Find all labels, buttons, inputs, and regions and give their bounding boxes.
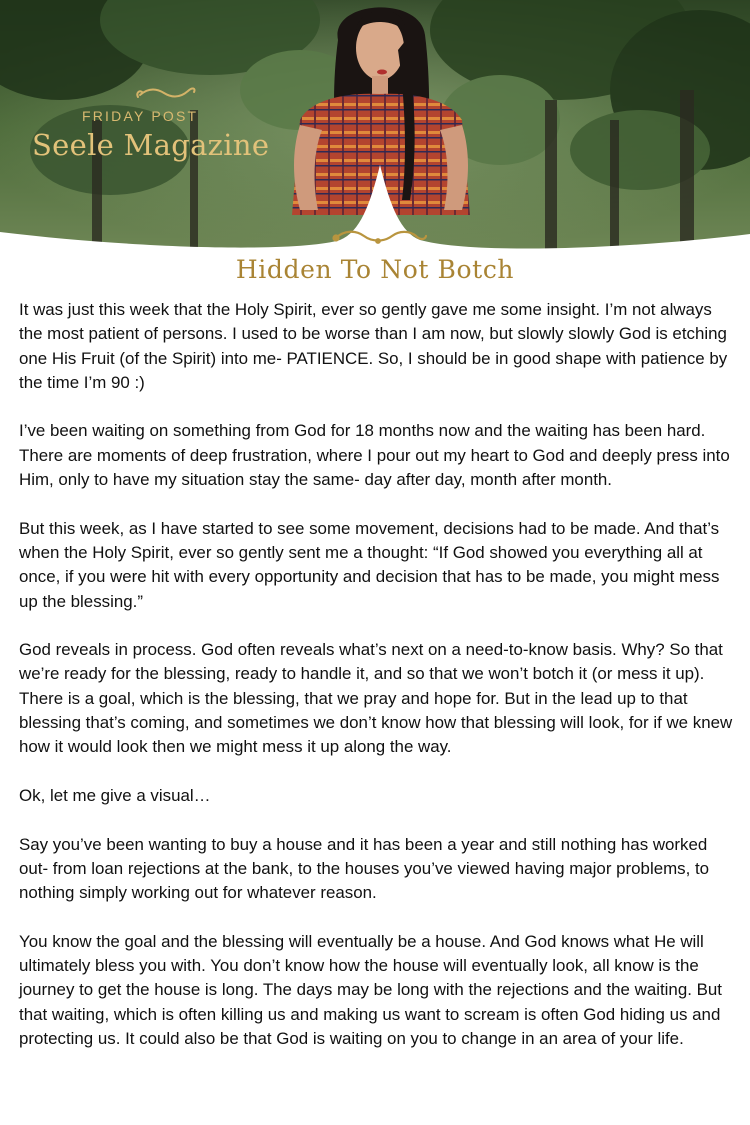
paragraph: But this week, as I have started to see some movement, decisions had to be made. And that’s when the Holy Spirit, ever so gently sent me a thought: “If God showed you everything all at once, if you were hit with every opportunity and decision that has to be made, you might mess up the blessing.” <box>19 518 720 611</box>
article-title: Hidden To Not Botch <box>235 255 515 284</box>
article-body <box>19 298 735 1076</box>
paragraph: Say you’ve been wanting to buy a house and it has been a year and still nothing has worked out- from loan rejections at the bank, to the houses you’ve viewed having major problems, to nothing simply working out for whatever reason. <box>19 834 710 903</box>
paragraph: You know the goal and the blessing will eventually be a house. And God knows what He will ultimately bless you with. You don’t know how the house will eventually look, all know is the journey to get the house is long. The days may be long with the rejections and the waiting. But that waiting, which is often killing us and making us want to scream is often God hiding us and protecting us. It could also be that God is waiting on you to change in an area of your life. <box>19 931 722 1048</box>
paragraph: Ok, let me give a visual… <box>19 785 211 805</box>
paragraph: I’ve been waiting on something from God for 18 months now and the waiting has been hard. There are moments of deep frustration, where I pour out my heart to God and deeply press into Him, only to have my situation stay the same- day after day, month after month. <box>19 421 730 490</box>
brand-name: Seele Magazine <box>32 128 270 162</box>
friday-post-label: FRIDAY POST <box>82 108 199 124</box>
paragraph: God reveals in process. God often reveals what’s next on a need-to-know basis. Why? So that we’re ready for the blessing, ready to handle it, and so that we won’t botch it (or mess it up). There is a goal, which is the blessing, that we pray and hope for. But in the lead up to that blessing that’s coming, and sometimes we don’t know how that blessing will look, for if we knew how it would look then we might mess it up along the way. <box>19 640 733 757</box>
paragraph: It was just this week that the Holy Spirit, ever so gently gave me some insight. I’m not always the most patient of persons. I used to be worse than I am now, but slowly slowly God is etching one His Fruit (of the Spirit) into me- PATIENCE. So, I should be in good shape with patience by the time I’m 90 :) <box>19 300 728 392</box>
